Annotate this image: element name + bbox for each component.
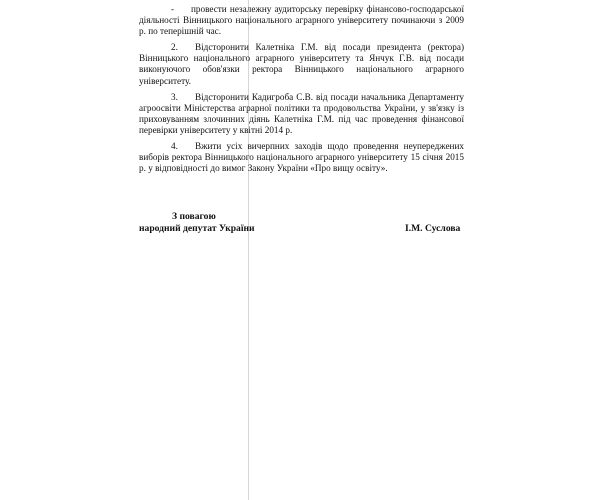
signer-name: І.М. Суслова xyxy=(405,223,461,234)
signature-left xyxy=(139,211,255,235)
closing-phrase: З повагою xyxy=(172,211,216,222)
list-marker: 2. xyxy=(171,42,178,53)
list-item-text: Вжити усіх вичерпних заходів щодо проведення неупереджених виборів ректора Вінницького національного аграрного університету 15 січня 2015 р. у відповідності до вимог Закону України «Про вищу освіту». xyxy=(139,141,464,174)
signer-position: народний депутат України xyxy=(139,223,255,234)
list-marker: 3. xyxy=(171,91,178,102)
list-item-text: Відсторонити Калетніка Г.М. від посади президента (ректора) Вінницького національного аграрного університету та Янчук Г.В. від посади виконуючого обов'язки ректора Вінницького національного аграрного університету. xyxy=(139,42,464,86)
list-marker: 4. xyxy=(171,141,178,152)
list-item-4 xyxy=(139,141,464,174)
list-item-3 xyxy=(139,92,464,136)
list-marker: - xyxy=(171,4,175,14)
list-item-text: провести незалежну аудиторську перевірку фінансово-господарської діяльності Вінницького національного аграрного університету починаючи з 2009 р. по теперішній час. xyxy=(139,4,464,37)
list-item-audit xyxy=(139,4,464,37)
document-body xyxy=(139,4,464,179)
list-item-2 xyxy=(139,42,464,86)
list-item-text: Відсторонити Кадигроба С.В. від посади начальника Департаменту агроосвіти Міністерства аграрної політики та продовольства України, у зв'язку із приховуванням злочинних діянь Калетніка Г.М. під час проведення фінансової перевірки університету у квітні 2014 р. xyxy=(139,91,464,135)
